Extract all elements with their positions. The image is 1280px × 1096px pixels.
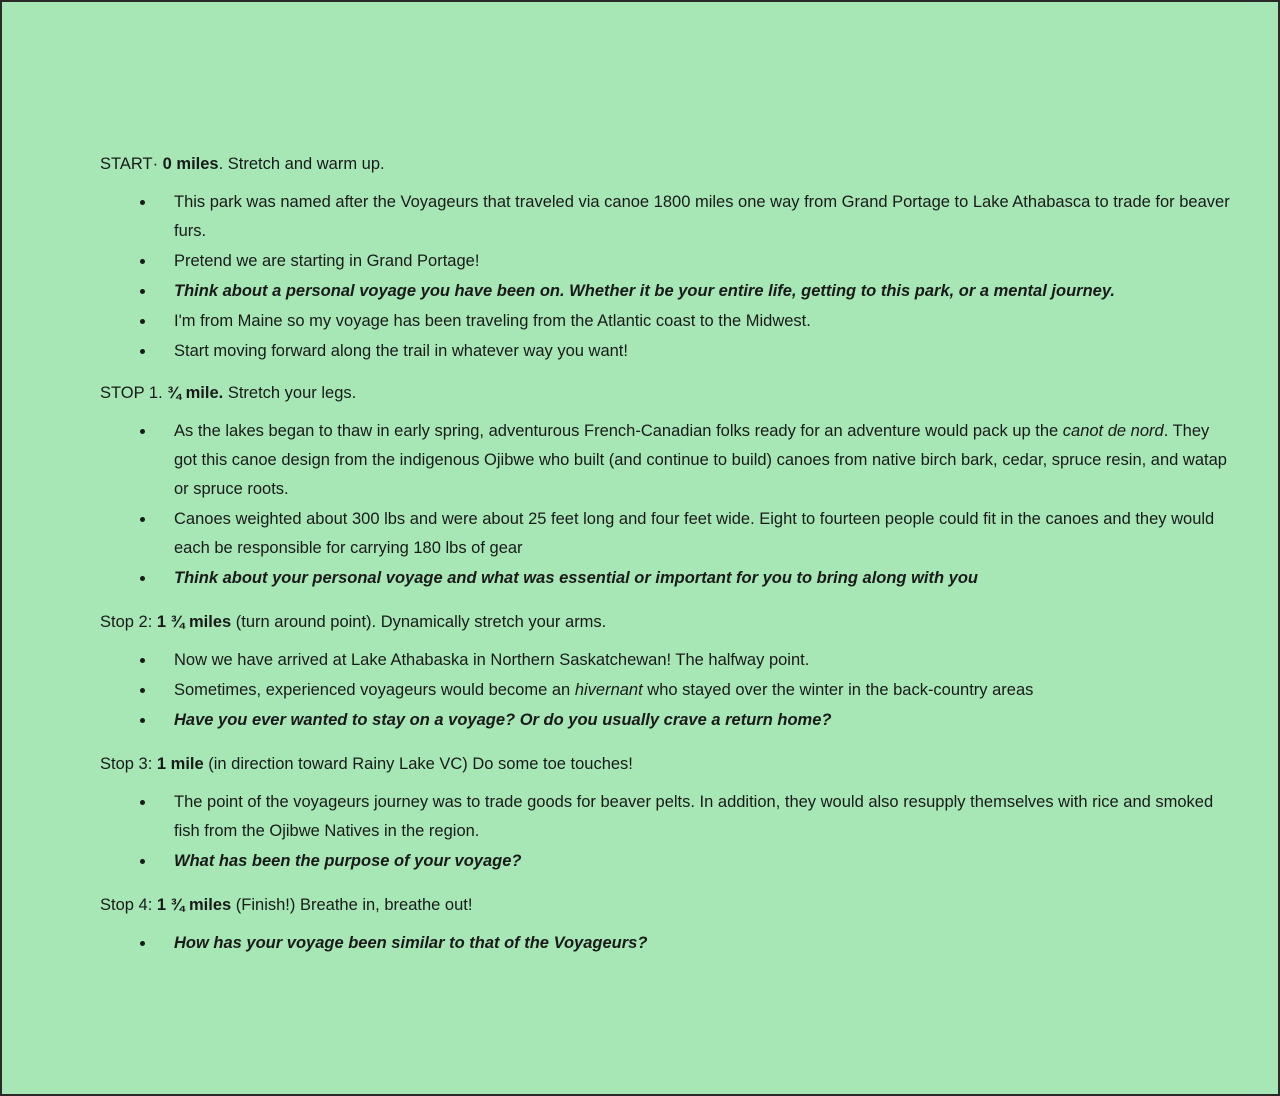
heading-instruction: (Finish!) Breathe in, breathe out! [235, 896, 473, 914]
item-text: . They got this canoe design from the indigenous Ojibwe who built (and continue to build) canoes from native birch bark, cedar, spruce resin, and watap or spruce roots. [174, 422, 1227, 498]
heading-label: START [100, 155, 153, 173]
section-stop-2 [100, 610, 1230, 735]
bullet-icon [140, 718, 145, 723]
list-item [100, 307, 1230, 336]
heading-label: STOP 1. [100, 384, 163, 402]
item-italic-term: canot de nord [1062, 422, 1164, 440]
list-item [100, 505, 1230, 563]
section-start [100, 152, 1230, 366]
list-item-question [100, 277, 1230, 306]
bullet-icon [140, 859, 145, 864]
bullet-icon [140, 688, 145, 693]
item-text: I'm from Maine so my voyage has been traveling from the Atlantic coast to the Midwest. [174, 312, 811, 330]
item-text: Think about your personal voyage and what was essential or important for you to bring along with you [174, 569, 979, 587]
bullet-icon [140, 259, 145, 264]
bullet-icon [140, 576, 145, 581]
item-text: How has your voyage been similar to that of the Voyageurs? [174, 934, 648, 952]
list-item [100, 337, 1230, 366]
item-text: Canoes weighted about 300 lbs and were about 25 feet long and four feet wide. Eight to fourteen people could fit in the canoes and they would each be responsible for carrying 180 lbs of gear [174, 510, 1215, 557]
heading-instruction: Stretch your legs. [227, 384, 357, 402]
section-stop-1 [100, 381, 1230, 593]
bullet-list [100, 188, 1230, 366]
heading-instruction: (turn around point). Dynamically stretch your arms. [235, 613, 607, 631]
item-text: Sometimes, experienced voyageurs would become an [174, 681, 575, 699]
document-body [100, 152, 1230, 959]
bullet-icon [140, 429, 145, 434]
section-stop-4 [100, 893, 1230, 958]
section-heading [100, 381, 1230, 405]
section-heading [100, 152, 1230, 176]
heading-distance: 1 ¾ miles [156, 613, 232, 631]
list-item-question [100, 706, 1230, 735]
list-item-question [100, 929, 1230, 958]
item-text: Think about a personal voyage you have been on. Whether it be your entire life, getting to this park, or a mental journey. [174, 282, 1115, 300]
list-item [100, 788, 1230, 846]
bullet-list [100, 417, 1230, 593]
section-heading [100, 610, 1230, 634]
list-item [100, 646, 1230, 675]
list-item [100, 676, 1230, 705]
bullet-icon [140, 800, 145, 805]
bullet-icon [140, 658, 145, 663]
heading-distance: ¾ mile. [167, 384, 224, 402]
item-text: Pretend we are starting in Grand Portage! [174, 252, 480, 270]
heading-label: Stop 3: [100, 755, 153, 773]
heading-distance: 0 miles [162, 155, 219, 173]
bullet-icon [140, 941, 145, 946]
item-text: Have you ever wanted to stay on a voyage? Or do you usually crave a return home? [174, 711, 832, 729]
list-item [100, 417, 1230, 504]
heading-distance: 1 mile [156, 755, 204, 773]
item-text: As the lakes began to thaw in early spring, adventurous French-Canadian folks ready for an adventure would pack up the [174, 422, 1063, 440]
heading-label: Stop 4: [100, 896, 153, 914]
bullet-icon [140, 349, 145, 354]
bullet-icon [140, 517, 145, 522]
heading-instruction: . Stretch and warm up. [218, 155, 385, 173]
item-text: This park was named after the Voyageurs that traveled via canoe 1800 miles one way from Grand Portage to Lake Athabasca to trade for beaver furs. [174, 193, 1230, 240]
bullet-icon [140, 289, 145, 294]
bullet-list [100, 646, 1230, 735]
bullet-list [100, 788, 1230, 876]
heading-label: Stop 2: [100, 613, 153, 631]
list-item-question [100, 847, 1230, 876]
item-text: What has been the purpose of your voyage? [174, 852, 522, 870]
heading-distance: 1 ¾ miles [156, 896, 232, 914]
bullet-icon [140, 319, 145, 324]
heading-instruction: (in direction toward Rainy Lake VC) Do some toe touches! [208, 755, 633, 773]
item-text: Now we have arrived at Lake Athabaska in Northern Saskatchewan! The halfway point. [174, 651, 810, 669]
list-item [100, 247, 1230, 276]
item-italic-term: hivernant [574, 681, 643, 699]
bullet-icon [140, 200, 145, 205]
bullet-list [100, 929, 1230, 958]
item-text: The point of the voyageurs journey was to trade goods for beaver pelts. In addition, they would also resupply themselves with rice and smoked fish from the Ojibwe Natives in the region. [174, 793, 1214, 840]
list-item [100, 188, 1230, 246]
item-text: Start moving forward along the trail in whatever way you want! [174, 342, 628, 360]
heading-separator: · [152, 155, 159, 173]
section-heading [100, 893, 1230, 917]
item-text: who stayed over the winter in the back-country areas [642, 681, 1034, 699]
list-item-question [100, 564, 1230, 593]
section-stop-3 [100, 752, 1230, 876]
section-heading [100, 752, 1230, 776]
